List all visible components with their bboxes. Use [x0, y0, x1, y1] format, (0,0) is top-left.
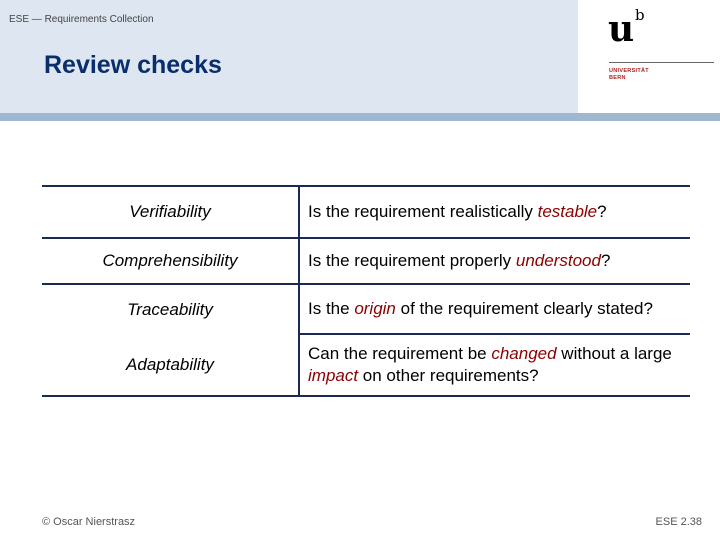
keyword: origin: [354, 299, 396, 318]
check-term: Comprehensibility: [42, 238, 299, 284]
check-question: Can the requirement be changed without a large impact on other requirements?: [299, 334, 690, 396]
footer-author: © Oscar Nierstrasz: [42, 516, 136, 528]
logo-divider: [609, 62, 714, 63]
logo-wordmark-line2: BERN: [609, 75, 626, 81]
keyword: impact: [308, 366, 359, 385]
keyword: changed: [491, 344, 557, 363]
table-row: [42, 334, 690, 396]
page-title: Review checks: [44, 51, 222, 79]
logo-b-glyph: b: [635, 6, 645, 24]
check-term: Verifiability: [42, 186, 299, 238]
logo-wordmark-line1: UNIVERSITÄT: [609, 68, 649, 74]
review-checks-table: [42, 185, 690, 397]
logo-u-glyph: u: [608, 8, 635, 50]
check-term: Traceability: [42, 284, 299, 334]
header-band: [0, 0, 720, 113]
table-row: [42, 186, 690, 238]
university-logo: [578, 0, 720, 113]
keyword: testable: [537, 202, 598, 221]
header-rule: [0, 113, 720, 121]
check-question: Is the requirement realistically testable?: [308, 202, 607, 221]
check-term: Adaptability: [42, 334, 299, 396]
logo-wordmark: [609, 68, 649, 82]
course-title: ESE — Requirements Collection: [9, 14, 154, 25]
footer-page-number: ESE 2.38: [655, 516, 702, 528]
table-row: [42, 284, 690, 334]
check-question: Is the origin of the requirement clearly stated?: [308, 299, 653, 318]
table-row: [42, 238, 690, 284]
check-question: Is the requirement properly understood?: [308, 251, 611, 270]
keyword: understood: [515, 251, 601, 270]
